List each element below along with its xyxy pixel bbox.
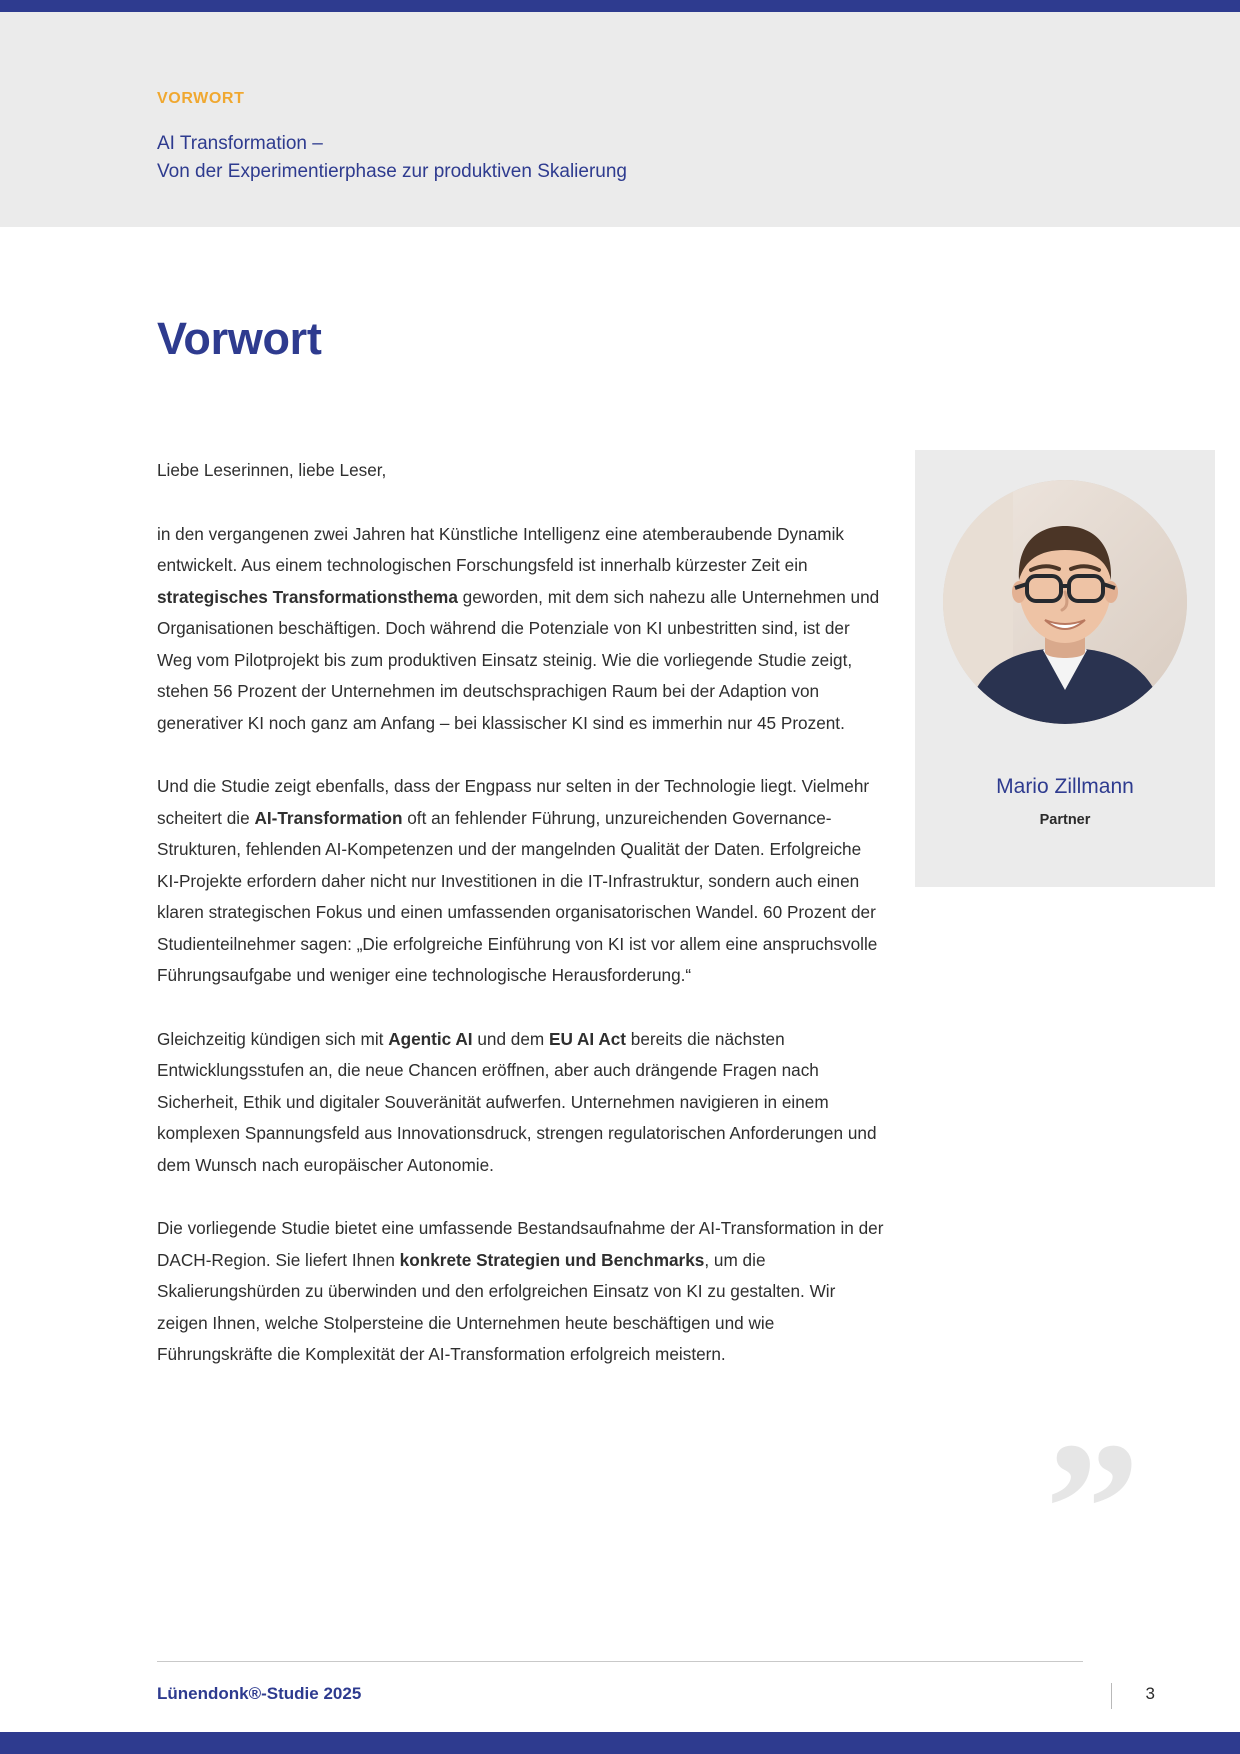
header-title-line2: Von der Experimentierphase zur produktiven Skalierung bbox=[157, 160, 627, 182]
page-title: Vorwort bbox=[157, 313, 322, 364]
quote-mark-decoration: ” bbox=[1045, 1404, 1134, 1614]
paragraph-2-text-a: Und die Studie zeigt ebenfalls, dass der Engpass nur selten in der Technologie liegt. Vielmehr scheitert die bbox=[157, 776, 870, 828]
header-title-line1: AI Transformation – bbox=[157, 133, 323, 154]
paragraph-3-emphasis-1: Agentic AI bbox=[388, 1028, 473, 1049]
paragraph-3-text-b: und dem bbox=[472, 1028, 549, 1049]
paragraph-4-emphasis: konkrete Strategien und Benchmarks bbox=[399, 1249, 705, 1270]
footer-separator bbox=[1111, 1683, 1112, 1709]
paragraph-2-text-b: oft an fehlender Führung, unzureichenden Governance-Strukturen, fehlenden AI-Kompetenzen und der mangelnden Qualität der Daten. Erfolgreiche KI-Projekte erfordern daher nicht nur Investitionen in die IT-Infrastruktur, sondern auch einen klaren strategischen Fokus und einen umfassenden organisatorischen Wandel. 60 Prozent der Studienteilnehmer sagen: „Die erfolgreiche Einführung von KI ist vor allem eine anspruchsvolle Führungsaufgabe und weniger eine technologische Herausforderung.“ bbox=[157, 807, 878, 985]
body-text-column bbox=[157, 455, 887, 1371]
footer-divider bbox=[157, 1661, 1083, 1662]
paragraph-3-text-a: Gleichzeitig kündigen sich mit bbox=[157, 1028, 389, 1049]
footer-study-label: Lünendonk®-Studie 2025 bbox=[157, 1684, 362, 1703]
author-card bbox=[915, 450, 1215, 887]
top-brand-bar bbox=[0, 0, 1240, 12]
header-content bbox=[157, 90, 957, 185]
paragraph-3-text-c: bereits die nächsten Entwicklungsstufen an, die neue Chancen eröffnen, aber auch drängende Fragen nach Sicherheit, Ethik und digitaler Souveränität aufwerfen. Unternehmen navigieren in einem komplexen Spannungsfeld aus Innovationsdruck, strengen regulatorischen Anforderungen und dem Wunsch nach europäischer Autonomie. bbox=[157, 1028, 877, 1175]
paragraph-1-text-a: in den vergangenen zwei Jahren hat Künstliche Intelligenz eine atemberaubende Dynamik entwickelt. Aus einem technologischen Forschungsfeld ist innerhalb kürzester Zeit ein bbox=[157, 523, 844, 575]
portrait-photo-illustration bbox=[943, 480, 1187, 724]
paragraph-4-text-b: , um die Skalierungshürden zu überwinden und den erfolgreichen Einsatz von KI zu gestalten. Wir zeigen Ihnen, welche Stolpersteine die Unternehmen heute beschäftigen und wie Führungskräfte die Komplexität der AI-Transformation erfolgreich meistern. bbox=[157, 1249, 836, 1364]
paragraph-2 bbox=[157, 771, 887, 992]
bottom-brand-bar bbox=[0, 1732, 1240, 1754]
author-name: Mario Zillmann bbox=[996, 775, 1134, 798]
salutation-paragraph: Liebe Leserinnen, liebe Leser, bbox=[157, 460, 387, 480]
avatar bbox=[943, 480, 1187, 724]
paragraph-4-text-a: Die vorliegende Studie bietet eine umfassende Bestandsaufnahme der AI-Transformation in der DACH-Region. Sie liefert Ihnen bbox=[157, 1218, 884, 1270]
paragraph-1 bbox=[157, 519, 887, 740]
header-title bbox=[157, 130, 957, 185]
section-kicker: VORWORT bbox=[157, 90, 245, 107]
paragraph-3-emphasis-2: EU AI Act bbox=[548, 1028, 627, 1049]
paragraph-1-text-b: geworden, mit dem sich nahezu alle Unternehmen und Organisationen beschäftigen. Doch während die Potenziale von KI unbestritten sind, ist der Weg vom Pilotprojekt bis zum produktiven Einsatz steinig. Wie die vorliegende Studie zeigt, stehen 56 Prozent der Unternehmen im deutschsprachigen Raum bei der Adaption von generativer KI noch ganz am Anfang – bei klassischer KI sind es immerhin nur 45 Prozent. bbox=[157, 586, 880, 733]
page-number: 3 bbox=[1145, 1684, 1155, 1703]
author-role: Partner bbox=[1039, 812, 1091, 828]
paragraph-3 bbox=[157, 1024, 887, 1182]
paragraph-1-emphasis: strategisches Transformationsthema bbox=[157, 586, 458, 607]
paragraph-2-emphasis: AI-Transformation bbox=[254, 807, 403, 828]
header-band bbox=[0, 12, 1240, 227]
paragraph-4 bbox=[157, 1213, 887, 1371]
